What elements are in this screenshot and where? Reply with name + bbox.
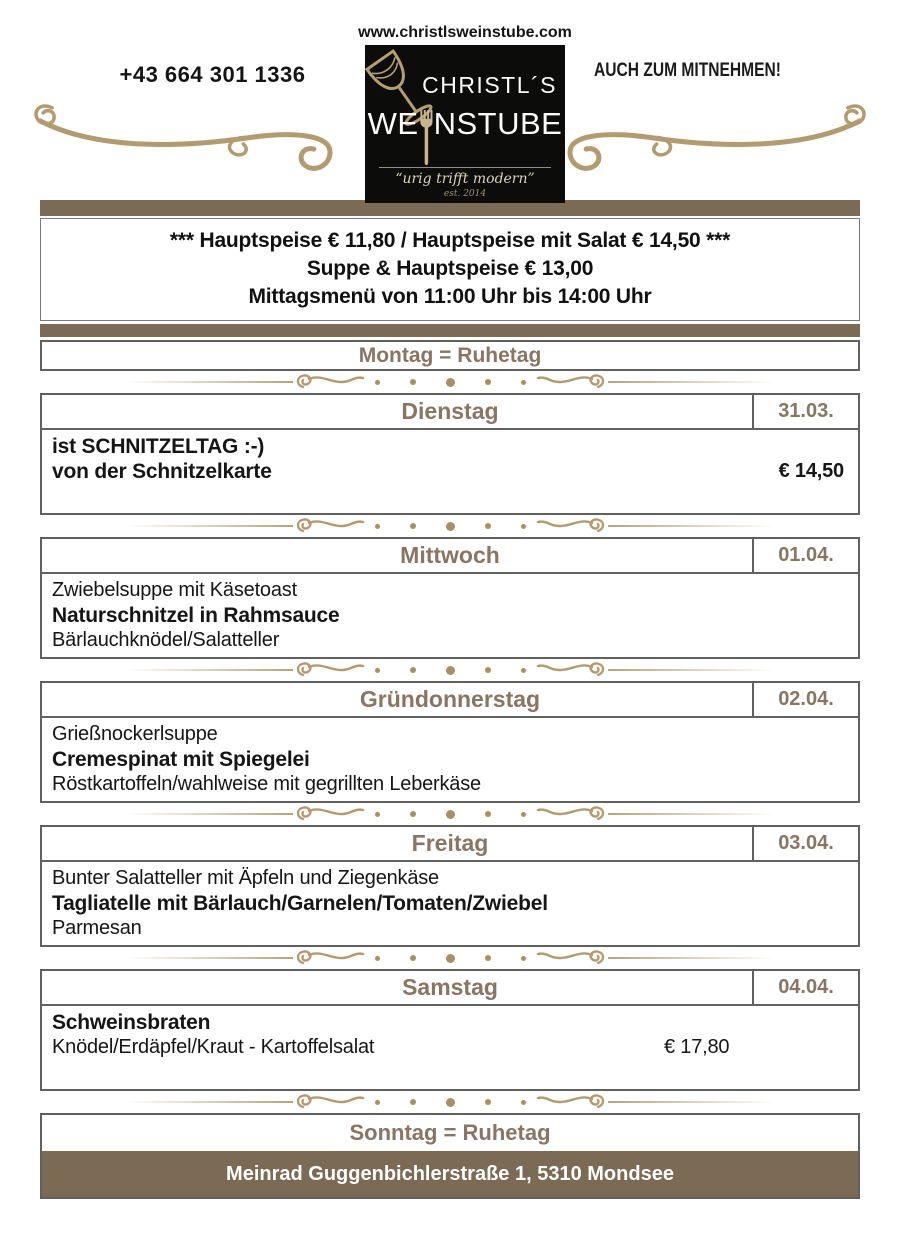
day-card-dienstag bbox=[40, 393, 860, 515]
divider-dots bbox=[375, 810, 526, 819]
menu-line: Bärlauchknödel/Salatteller bbox=[52, 629, 280, 651]
day-name: Freitag bbox=[411, 830, 489, 856]
menu-line: Zwiebelsuppe mit Käsetoast bbox=[52, 579, 297, 601]
menu-line bbox=[52, 459, 846, 484]
day-body bbox=[42, 1006, 858, 1089]
section-divider bbox=[125, 373, 775, 391]
menu-line: Tagliatelle mit Bärlauch/Garnelen/Tomaten/Zwiebel bbox=[52, 892, 548, 915]
swirl-left-icon bbox=[293, 948, 365, 968]
divider-line bbox=[608, 1101, 776, 1103]
divider-line bbox=[608, 525, 776, 527]
day-date: 03.04. bbox=[752, 827, 858, 860]
divider-line bbox=[608, 813, 776, 815]
day-name: Gründonnerstag bbox=[359, 686, 541, 712]
day-name: Mittwoch bbox=[400, 542, 500, 568]
menu-line: Naturschnitzel in Rahmsauce bbox=[52, 604, 340, 627]
swirl-right-icon bbox=[536, 1092, 608, 1112]
takeaway-note: AUCH ZUM MITNEHMEN! bbox=[594, 60, 781, 81]
price: € 17,80 bbox=[664, 1036, 730, 1058]
menu-line-text: Knödel/Erdäpfel/Kraut - Kartoffelsalat bbox=[52, 1036, 375, 1058]
divider-dot bbox=[410, 379, 416, 385]
logo-divider bbox=[379, 167, 551, 168]
divider-dot bbox=[485, 523, 491, 529]
swirl-left-icon bbox=[293, 660, 365, 680]
divider-dot bbox=[446, 954, 455, 963]
divider-line bbox=[608, 957, 776, 959]
day-header bbox=[42, 683, 858, 718]
menu-line: Röstkartoffeln/wahlweise mit gegrillten Leberkäse bbox=[52, 773, 481, 795]
section-divider bbox=[125, 517, 775, 535]
day-date: 31.03. bbox=[752, 395, 858, 428]
sunday-banner: Sonntag = Ruhetag bbox=[349, 1120, 551, 1145]
divider-dot bbox=[410, 523, 416, 529]
day-header bbox=[42, 395, 858, 430]
divider-dot bbox=[521, 956, 526, 961]
day-date: 02.04. bbox=[752, 683, 858, 716]
menu-line bbox=[52, 1035, 846, 1060]
menu-line: Grießnockerlsuppe bbox=[52, 723, 218, 745]
pricing-notice bbox=[40, 218, 860, 321]
divider-dot bbox=[446, 810, 455, 819]
divider-line bbox=[608, 381, 776, 383]
swirl-right-icon bbox=[536, 948, 608, 968]
brown-bar-mid bbox=[40, 324, 860, 337]
swirl-left-icon bbox=[293, 516, 365, 536]
notice-line-3: Mittagsmenü von 11:00 Uhr bis 14:00 Uhr bbox=[248, 285, 652, 308]
divider-dot bbox=[446, 522, 455, 531]
day-date: 01.04. bbox=[752, 539, 858, 572]
divider-dot bbox=[485, 667, 491, 673]
divider-line bbox=[608, 669, 776, 671]
phone-number: +43 664 301 1336 bbox=[119, 62, 306, 87]
divider-line bbox=[125, 381, 293, 383]
divider-dot bbox=[410, 955, 416, 961]
price: € 14,50 bbox=[778, 460, 844, 482]
monday-banner: Montag = Ruhetag bbox=[40, 340, 860, 371]
logo-name-we: WE bbox=[367, 106, 419, 141]
day-body bbox=[42, 430, 858, 513]
day-date: 04.04. bbox=[752, 971, 858, 1004]
divider-dot bbox=[485, 811, 491, 817]
divider-dots bbox=[375, 954, 526, 963]
day-name: Dienstag bbox=[401, 398, 499, 424]
divider-line bbox=[125, 669, 293, 671]
menu-line: Schweinsbraten bbox=[52, 1011, 211, 1034]
logo-name-top: CHRISTL´S bbox=[422, 72, 557, 98]
swirl-right-icon bbox=[536, 660, 608, 680]
divider-dot bbox=[375, 380, 380, 385]
divider-dot bbox=[446, 1098, 455, 1107]
section-divider bbox=[125, 805, 775, 823]
swirl-left-icon bbox=[293, 1092, 365, 1112]
day-body bbox=[42, 574, 858, 657]
divider-dots bbox=[375, 1098, 526, 1107]
divider-dots bbox=[375, 666, 526, 675]
divider-dot bbox=[375, 524, 380, 529]
section-divider bbox=[125, 1093, 775, 1111]
sunday-card bbox=[40, 1113, 860, 1199]
divider-dots bbox=[375, 522, 526, 531]
logo bbox=[365, 45, 565, 203]
divider-dot bbox=[375, 1100, 380, 1105]
day-header bbox=[42, 827, 858, 862]
menu-line: Bunter Salatteller mit Äpfeln und Ziegenkäse bbox=[52, 867, 439, 889]
section-divider bbox=[125, 661, 775, 679]
logo-name-rest: NSTUBE bbox=[433, 106, 563, 141]
swirl-right-icon bbox=[536, 804, 608, 824]
divider-dot bbox=[521, 668, 526, 673]
swirl-right-icon bbox=[536, 516, 608, 536]
divider-dot bbox=[521, 812, 526, 817]
swirl-left-icon bbox=[293, 804, 365, 824]
divider-dot bbox=[446, 666, 455, 675]
menu-line: Cremespinat mit Spiegelei bbox=[52, 748, 310, 771]
menu-line: ist SCHNITZELTAG :-) bbox=[52, 435, 265, 458]
divider-line bbox=[125, 957, 293, 959]
notice-line-1: *** Hauptspeise € 11,80 / Hauptspeise mit Salat € 14,50 *** bbox=[169, 229, 731, 252]
swirl-left-icon bbox=[293, 372, 365, 392]
section-divider bbox=[125, 949, 775, 967]
day-body bbox=[42, 718, 858, 801]
divider-dot bbox=[375, 956, 380, 961]
divider-line bbox=[125, 813, 293, 815]
divider-dot bbox=[410, 667, 416, 673]
divider-dot bbox=[521, 524, 526, 529]
swirl-right-icon bbox=[536, 372, 608, 392]
day-header bbox=[42, 971, 858, 1006]
divider-line bbox=[125, 525, 293, 527]
divider-dots bbox=[375, 378, 526, 387]
divider-line bbox=[125, 1101, 293, 1103]
masthead bbox=[0, 0, 900, 200]
logo-tagline: “urig trifft modern” bbox=[395, 171, 535, 187]
divider-dot bbox=[485, 1099, 491, 1105]
divider-dot bbox=[410, 1099, 416, 1105]
menu-line: Parmesan bbox=[52, 917, 142, 939]
divider-dot bbox=[410, 811, 416, 817]
logo-name-main bbox=[365, 107, 565, 143]
day-card-freitag bbox=[40, 825, 860, 947]
menu-line-text: von der Schnitzelkarte bbox=[52, 460, 272, 483]
logo-established: est. 2014 bbox=[443, 189, 487, 199]
divider-dot bbox=[521, 1100, 526, 1105]
day-header bbox=[42, 539, 858, 574]
website-url: www.christlsweinstube.com bbox=[358, 24, 572, 41]
address-bar: Meinrad Guggenbichlerstraße 1, 5310 Mondsee bbox=[42, 1151, 858, 1197]
fork-icon bbox=[420, 110, 433, 166]
divider-dot bbox=[521, 380, 526, 385]
day-body bbox=[42, 862, 858, 945]
day-name: Samstag bbox=[402, 974, 498, 1000]
flourish-right-icon bbox=[558, 92, 870, 184]
day-card-mittwoch bbox=[40, 537, 860, 659]
divider-dot bbox=[375, 668, 380, 673]
day-card-gruendonnerstag bbox=[40, 681, 860, 803]
day-card-samstag bbox=[40, 969, 860, 1091]
divider-dot bbox=[485, 955, 491, 961]
divider-dot bbox=[446, 378, 455, 387]
flourish-left-icon bbox=[30, 92, 342, 184]
divider-dot bbox=[375, 812, 380, 817]
divider-dot bbox=[485, 379, 491, 385]
notice-line-2: Suppe & Hauptspeise € 13,00 bbox=[306, 257, 594, 280]
